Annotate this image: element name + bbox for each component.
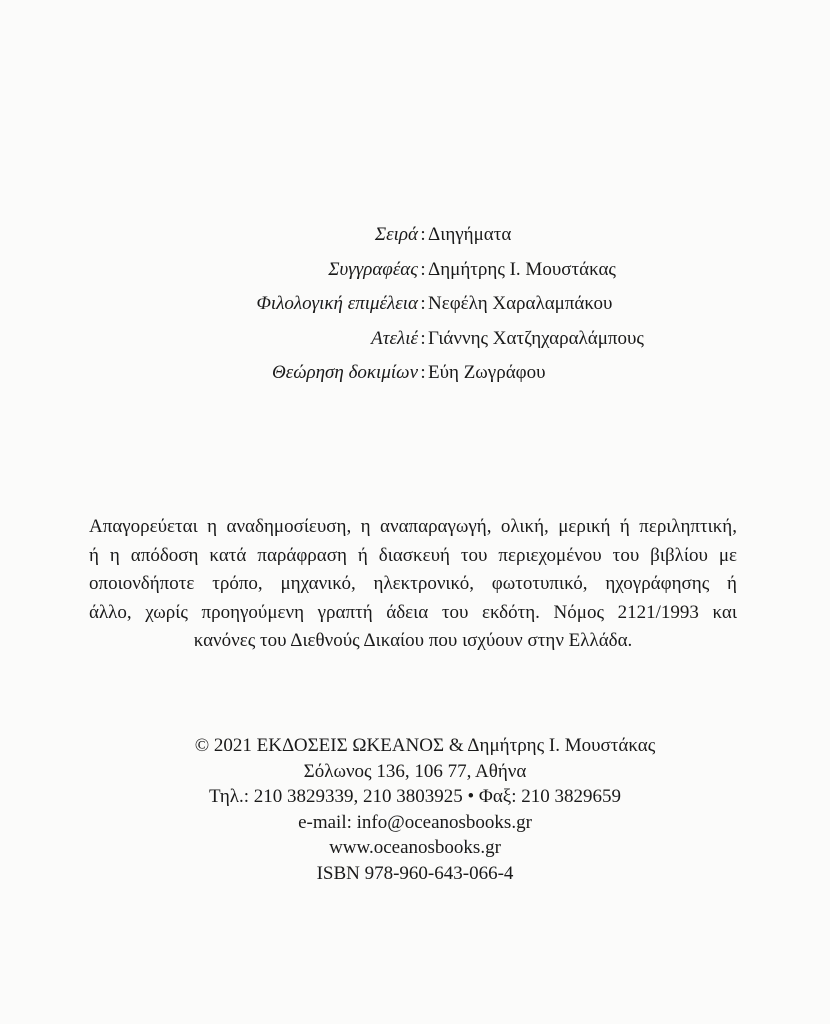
publisher-phones: Τηλ.: 210 3829339, 210 3803925 • Φαξ: 210 3829659 [208,786,622,807]
credit-value: Νεφέλη Χαραλαμπάκου [428,293,613,314]
credit-label: Φιλολογική επιμέλεια [256,293,418,314]
publisher-website: www.oceanosbooks.gr [329,837,501,858]
legal-notice-line: κανόνες του Διεθνούς Δικαίου που ισχύουν στην Ελλάδα. [193,630,633,651]
credit-row-editor [0,287,830,322]
publisher-info [0,733,830,886]
credit-row-author [0,253,830,288]
legal-notice [89,513,737,656]
credit-value: Δημήτρης Ι. Μουστάκας [428,258,616,280]
credit-separator: : [420,258,426,280]
copyright-line: © 2021 ΕΚΔΟΣΕΙΣ ΩΚΕΑΝΟΣ & Δημήτρης Ι. Μουστάκας [194,735,656,756]
credit-label: Ατελιέ [371,327,418,349]
publisher-email: e-mail: info@oceanosbooks.gr [298,811,532,833]
publisher-address: Σόλωνος 136, 106 77, Αθήνα [303,760,527,782]
isbn: ISBN 978-960-643-066-4 [316,862,514,884]
legal-notice-line: Απαγορεύεται η αναδημοσίευση, η αναπαραγωγή, ολική, μερική ή περιληπτική, [89,516,737,537]
credit-row-proofreading [0,356,830,391]
credit-separator: : [420,293,426,314]
credit-separator: : [420,327,426,349]
credit-value: Εύη Ζωγράφου [428,362,546,383]
credit-row-atelier [0,322,830,357]
legal-notice-line: οποιονδήποτε τρόπο, μηχανικό, ηλεκτρονικό, φωτοτυπικό, ηχογράφησης ή [89,573,737,594]
credit-separator: : [420,224,426,245]
credit-value: Γιάννης Χατζηχαραλάμπους [428,327,644,349]
credit-label: Σειρά [374,224,418,245]
credit-value: Διηγήματα [428,224,512,245]
credits-block [0,218,830,391]
credit-label: Συγγραφέας [328,258,418,280]
credit-label: Θεώρηση δοκιμίων [272,362,418,383]
legal-notice-line: ή η απόδοση κατά παράφραση ή διασκευή του περιεχομένου του βιβλίου με [89,544,737,566]
credit-row-series [0,218,830,253]
credit-separator: : [420,362,426,383]
legal-notice-line: άλλο, χωρίς προηγούμενη γραπτή άδεια του εκδότη. Νόμος 2121/1993 και [89,601,737,623]
